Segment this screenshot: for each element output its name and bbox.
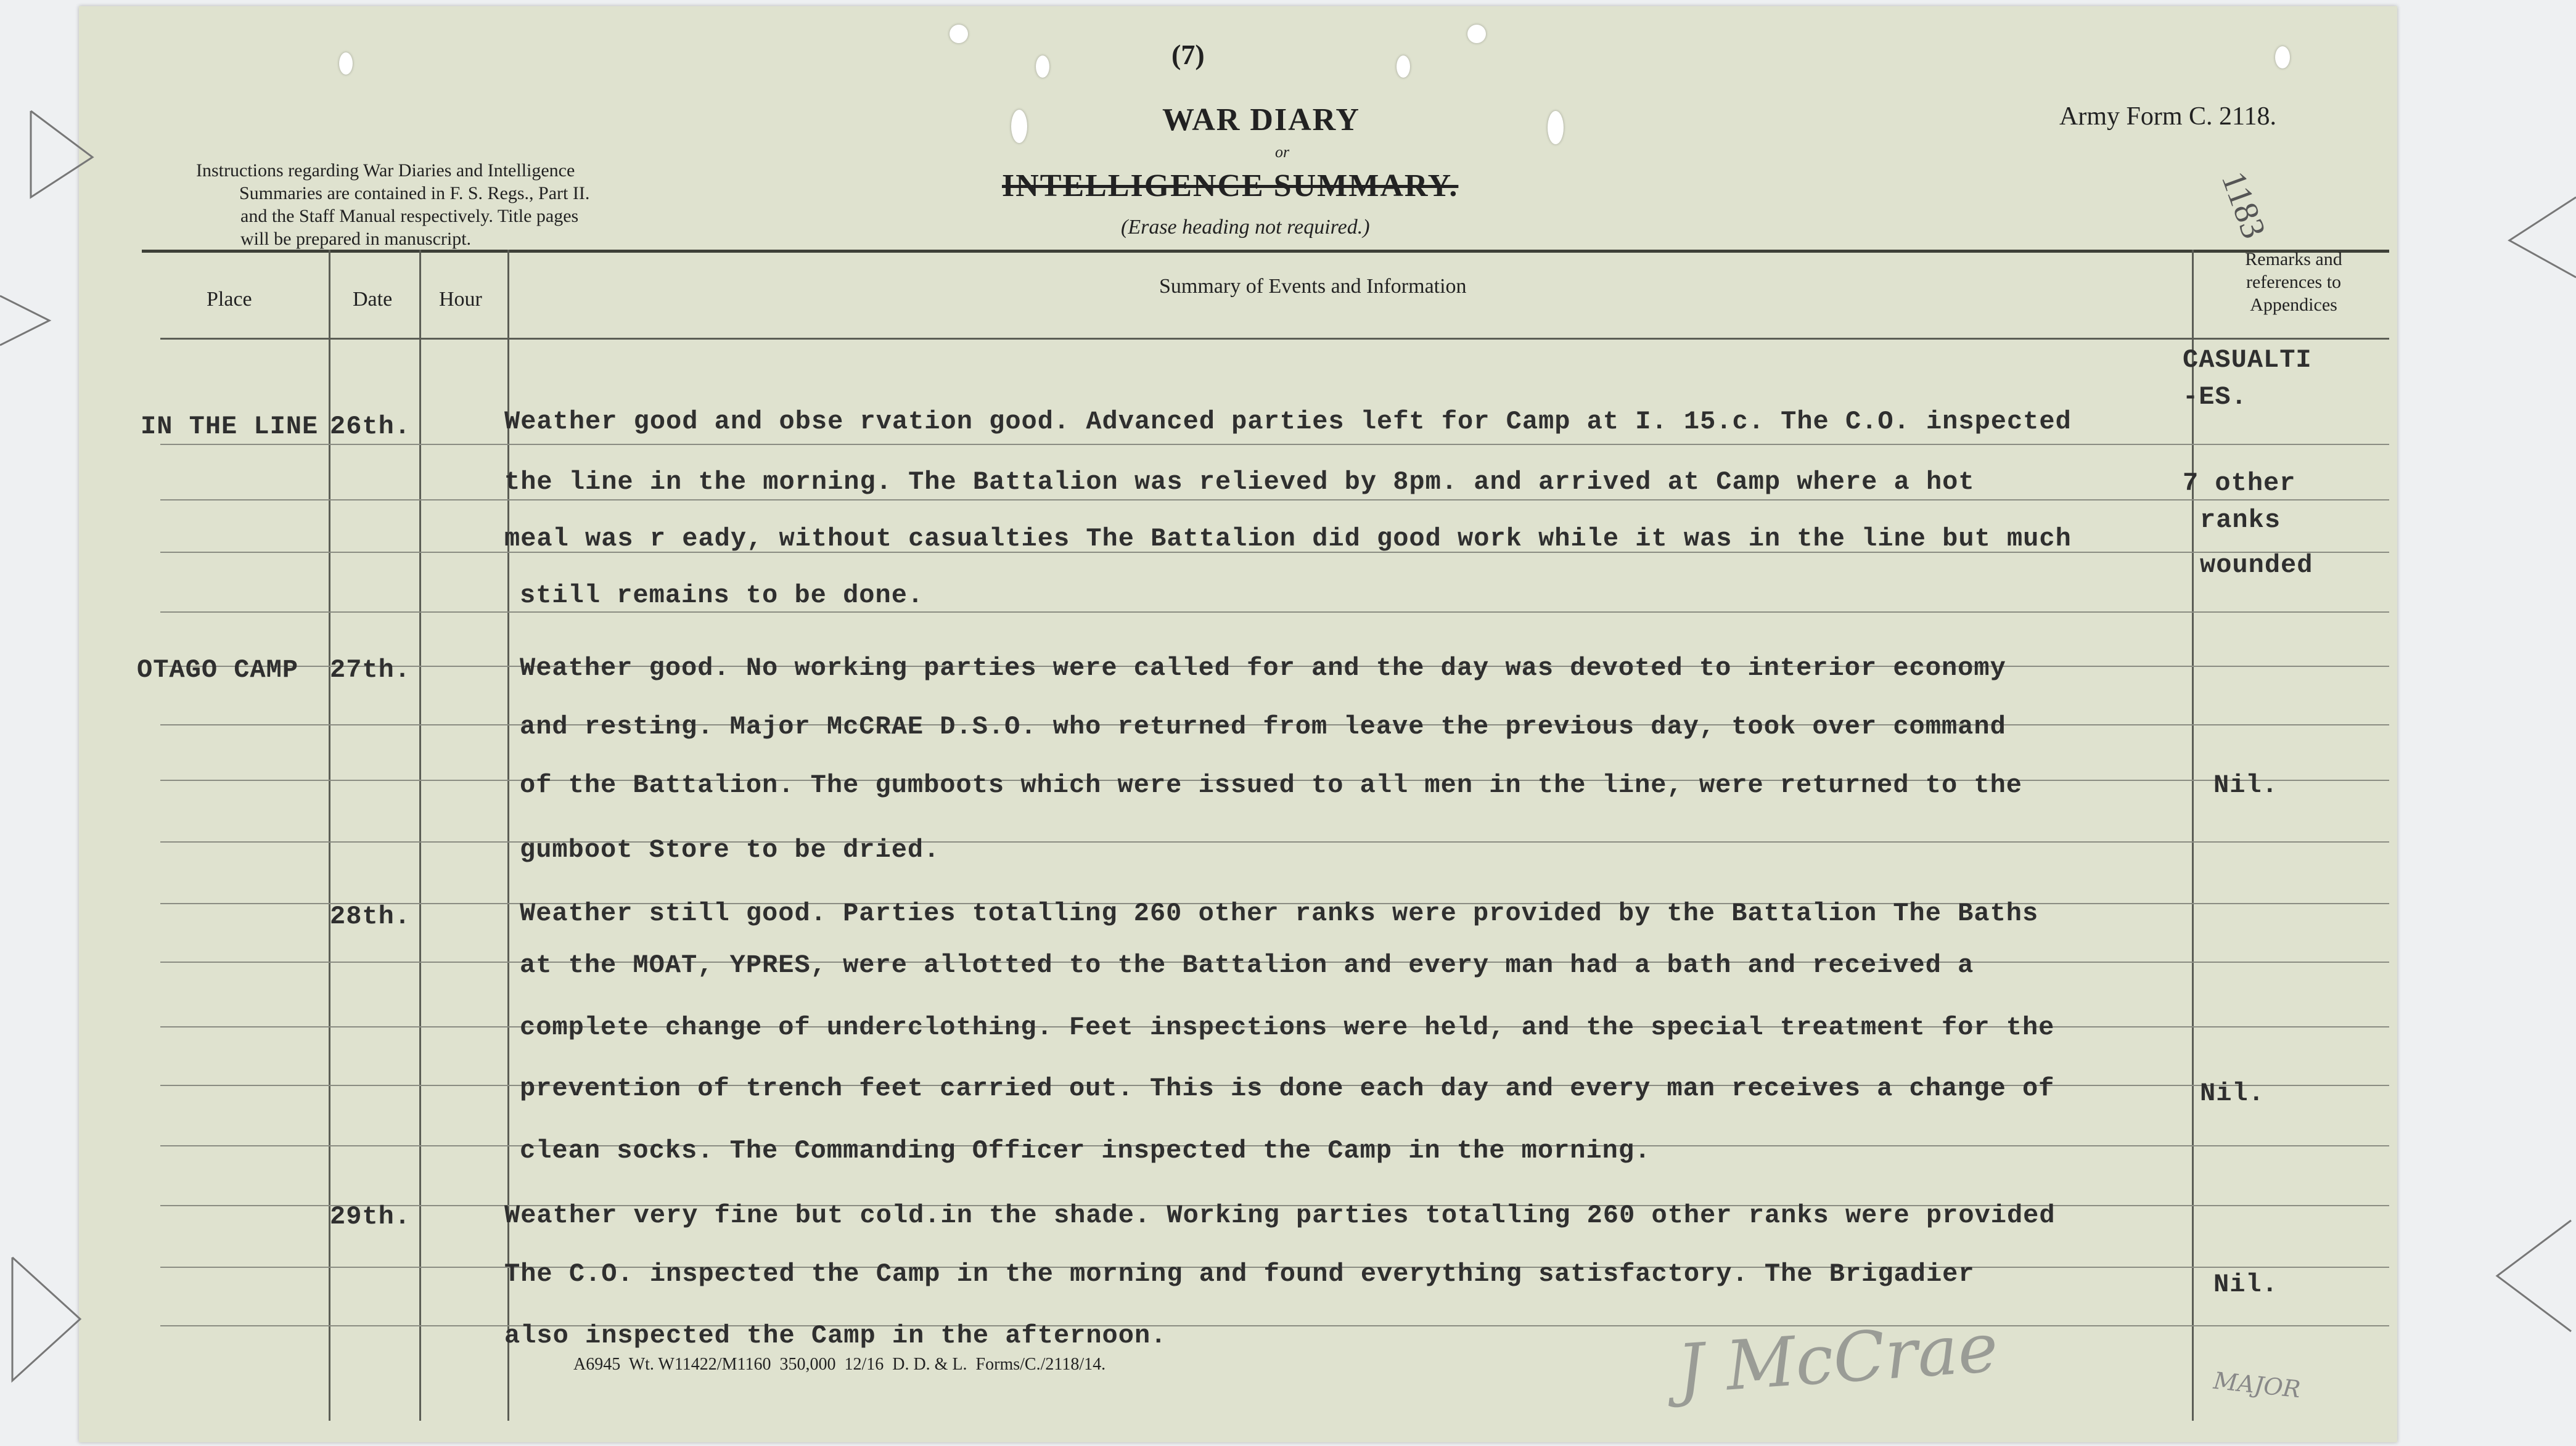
entry-line: and resting. Major McCRAE D.S.O. who returned from leave the previous day, took over command: [520, 712, 2006, 741]
ruled-line: [160, 611, 2389, 613]
entry-line: prevention of trench feet carried out. This is done each day and every man receives a change of: [520, 1074, 2055, 1103]
ruled-line: [160, 499, 2389, 500]
instructions-line: and the Staff Manual respectively. Title pages: [240, 206, 579, 226]
remark-line: Nil.: [2213, 1270, 2278, 1299]
margin-arrow-icon: [2491, 1214, 2576, 1338]
entry-line: clean socks. The Commanding Officer inspected the Camp in the morning.: [520, 1136, 1651, 1166]
folio-number: 1183: [2213, 166, 2273, 243]
instructions-line: Summaries are contained in F. S. Regs., Part II.: [239, 183, 590, 203]
remark-line: CASUALTI: [2183, 345, 2312, 375]
column-divider: [2192, 250, 2194, 1421]
entry-line: complete change of underclothing. Feet inspections were held, and the special treatment for the: [520, 1013, 2055, 1042]
remark-line: wounded: [2200, 550, 2313, 580]
entry-date: 26th.: [330, 412, 411, 441]
entry-place: OTAGO CAMP: [137, 655, 299, 685]
entry-line: Weather good and obse rvation good. Advanced parties left for Camp at I. 15.c. The C.O. inspected: [504, 407, 2072, 436]
entry-line: the line in the morning. The Battalion was relieved by 8pm. and arrived at Camp where a hot: [504, 467, 1975, 497]
remark-line: Nil.: [2213, 770, 2278, 800]
punch-hole: [2275, 46, 2290, 68]
column-header-date: Date: [353, 288, 393, 311]
remarks-header-line: Appendices: [2250, 295, 2337, 315]
entry-place: IN THE LINE: [141, 412, 319, 441]
entry-line: at the MOAT, YPRES, were allotted to the Battalion and every man had a bath and received a: [520, 950, 1974, 980]
table-top-rule: [142, 250, 2389, 253]
entry-line: meal was r eady, without casualties The Battalion did good work while it was in the line but much: [504, 524, 2072, 553]
instructions-line: will be prepared in manuscript.: [240, 229, 472, 249]
punch-hole: [1548, 111, 1564, 144]
signature-rank: MAJOR: [2212, 1366, 2302, 1403]
page-number: (7): [1171, 39, 1205, 70]
remark-line: Nil.: [2200, 1079, 2265, 1108]
erase-note: (Erase heading not required.): [1121, 216, 1370, 239]
header-bottom-rule: [160, 338, 2389, 340]
column-header-summary: Summary of Events and Information: [1159, 275, 1467, 298]
margin-arrow-icon: [0, 105, 105, 203]
punch-hole: [1467, 25, 1486, 43]
remarks-header-line: references to: [2246, 272, 2342, 292]
entry-date: 28th.: [330, 902, 411, 931]
entry-line: Weather good. No working parties were called for and the day was devoted to interior economy: [520, 653, 2006, 683]
margin-arrow-icon: [0, 1251, 92, 1387]
instructions-block: [196, 159, 589, 250]
instructions-line: Instructions regarding War Diaries and Intelligence: [196, 160, 575, 181]
ruled-line: [160, 1325, 2389, 1326]
remarks-header-line: Remarks and: [2245, 249, 2342, 269]
punch-hole: [1011, 110, 1027, 143]
entry-line: of the Battalion. The gumboots which were issued to all men in the line, were returned to the: [520, 770, 2022, 800]
remark-line: 7 other: [2183, 468, 2296, 498]
ruled-line: [160, 444, 2389, 445]
army-form: Army Form C. 2118.: [2059, 102, 2276, 131]
diary-title: WAR DIARY: [1162, 102, 1360, 137]
remark-line: ranks: [2200, 505, 2281, 535]
remark-line: -ES.: [2183, 382, 2247, 412]
print-code: A6945 Wt. W11422/M1160 350,000 12/16 D. D. & L. Forms/C./2118/14.: [573, 1355, 1106, 1374]
signature: J McCrae: [1675, 1307, 2001, 1410]
entry-line: gumboot Store to be dried.: [520, 835, 940, 865]
entry-line: Weather very fine but cold.in the shade. Working parties totalling 260 other ranks were provided: [504, 1201, 2056, 1230]
or-word: or: [1275, 143, 1290, 161]
entry-date: 27th.: [330, 655, 411, 685]
ruled-line: [160, 841, 2389, 843]
punch-hole: [950, 25, 968, 43]
punch-hole: [1036, 55, 1049, 78]
punch-hole: [1397, 55, 1410, 78]
column-header-place: Place: [207, 288, 252, 311]
punch-hole: [339, 52, 353, 75]
column-header-remarks: [2195, 248, 2392, 316]
entry-line: Weather still good. Parties totalling 260 other ranks were provided by the Battalion The Baths: [520, 899, 2039, 928]
entry-line: also inspected the Camp in the afternoon.: [504, 1321, 1167, 1350]
margin-arrow-icon: [2497, 191, 2576, 284]
entry-date: 29th.: [330, 1202, 411, 1232]
entry-line: still remains to be done.: [520, 581, 924, 610]
intelligence-summary-heading: INTELLIGENCE SUMMARY.: [1002, 168, 1459, 203]
column-divider: [419, 250, 421, 1421]
entry-line: The C.O. inspected the Camp in the morning and found everything satisfactory. The Brigadier: [504, 1259, 1975, 1289]
column-header-hour: Hour: [439, 288, 482, 311]
margin-arrow-icon: [0, 284, 62, 357]
